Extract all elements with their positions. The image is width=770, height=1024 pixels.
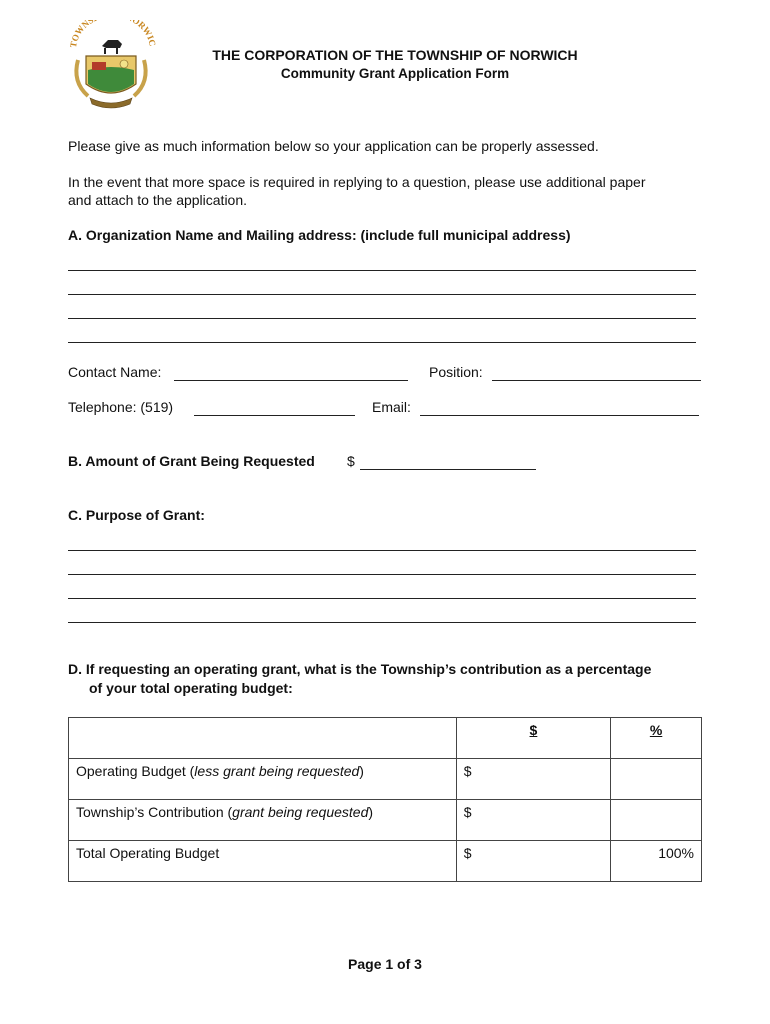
section-a-heading: A. Organization Name and Mailing address: (include full municipal address): [68, 227, 571, 243]
document-title: THE CORPORATION OF THE TOWNSHIP OF NORWICH: [212, 47, 578, 63]
telephone-label: Telephone: (519): [68, 399, 174, 415]
section-b-heading: B. Amount of Grant Being Requested: [68, 453, 315, 469]
table-row: [69, 841, 702, 882]
position-label: Position:: [429, 364, 483, 380]
operating-budget-table: [68, 717, 702, 882]
table-header-empty: [69, 718, 457, 759]
dollar-cell[interactable]: $: [456, 841, 610, 882]
row-label-text: ): [359, 763, 364, 779]
intro-line: In the event that more space is required in replying to a question, please use additional paper: [68, 174, 646, 190]
dollar-cell[interactable]: $: [456, 759, 610, 800]
row-label-italic: less grant being requested: [194, 763, 360, 779]
percent-cell[interactable]: [611, 759, 702, 800]
row-label: [69, 841, 457, 882]
page-number: Page 1 of 3: [348, 956, 422, 972]
row-label-text: ): [368, 804, 374, 820]
currency-symbol: $: [347, 453, 355, 469]
section-d-heading-cont: of your total operating budget:: [89, 680, 293, 696]
column-header-percent: %: [611, 718, 702, 759]
row-label-italic: grant being requested: [232, 804, 369, 820]
column-header-dollar: $: [456, 718, 610, 759]
purpose-line-3[interactable]: [68, 598, 696, 599]
address-line-4[interactable]: [68, 342, 696, 343]
email-label: Email:: [372, 399, 411, 415]
position-field[interactable]: [492, 366, 701, 381]
contact-name-field[interactable]: [174, 366, 408, 381]
township-crest-logo: [66, 20, 156, 112]
purpose-line-2[interactable]: [68, 574, 696, 575]
percent-cell[interactable]: [611, 800, 702, 841]
table-header-row: [69, 718, 702, 759]
row-label-text: Township’s Contribution (: [76, 804, 233, 820]
section-c-heading: C. Purpose of Grant:: [68, 507, 205, 523]
intro-line: Please give as much information below so your application can be properly assessed.: [68, 138, 599, 154]
grant-amount-field[interactable]: [360, 455, 536, 470]
address-line-3[interactable]: [68, 318, 696, 319]
purpose-line-1[interactable]: [68, 550, 696, 551]
table-row: [69, 800, 702, 841]
address-line-1[interactable]: [68, 270, 696, 271]
table-row: [69, 759, 702, 800]
row-label: [69, 759, 457, 800]
percent-cell[interactable]: 100%: [611, 841, 702, 882]
contact-name-label: Contact Name:: [68, 364, 162, 380]
address-line-2[interactable]: [68, 294, 696, 295]
row-label: [69, 800, 457, 841]
telephone-field[interactable]: [194, 401, 355, 416]
row-label-text: Operating Budget (: [76, 763, 195, 779]
intro-line: and attach to the application.: [68, 192, 248, 208]
email-field[interactable]: [420, 401, 699, 416]
logo-text: TOWNS ORWI: [68, 20, 156, 49]
dollar-cell[interactable]: $: [456, 800, 610, 841]
document-subtitle: Community Grant Application Form: [280, 66, 510, 81]
purpose-line-4[interactable]: [68, 622, 696, 623]
section-d-heading: D. If requesting an operating grant, what is the Township’s contribution as a percentage: [68, 661, 652, 677]
row-label-text: Total Operating Budget: [76, 845, 220, 861]
